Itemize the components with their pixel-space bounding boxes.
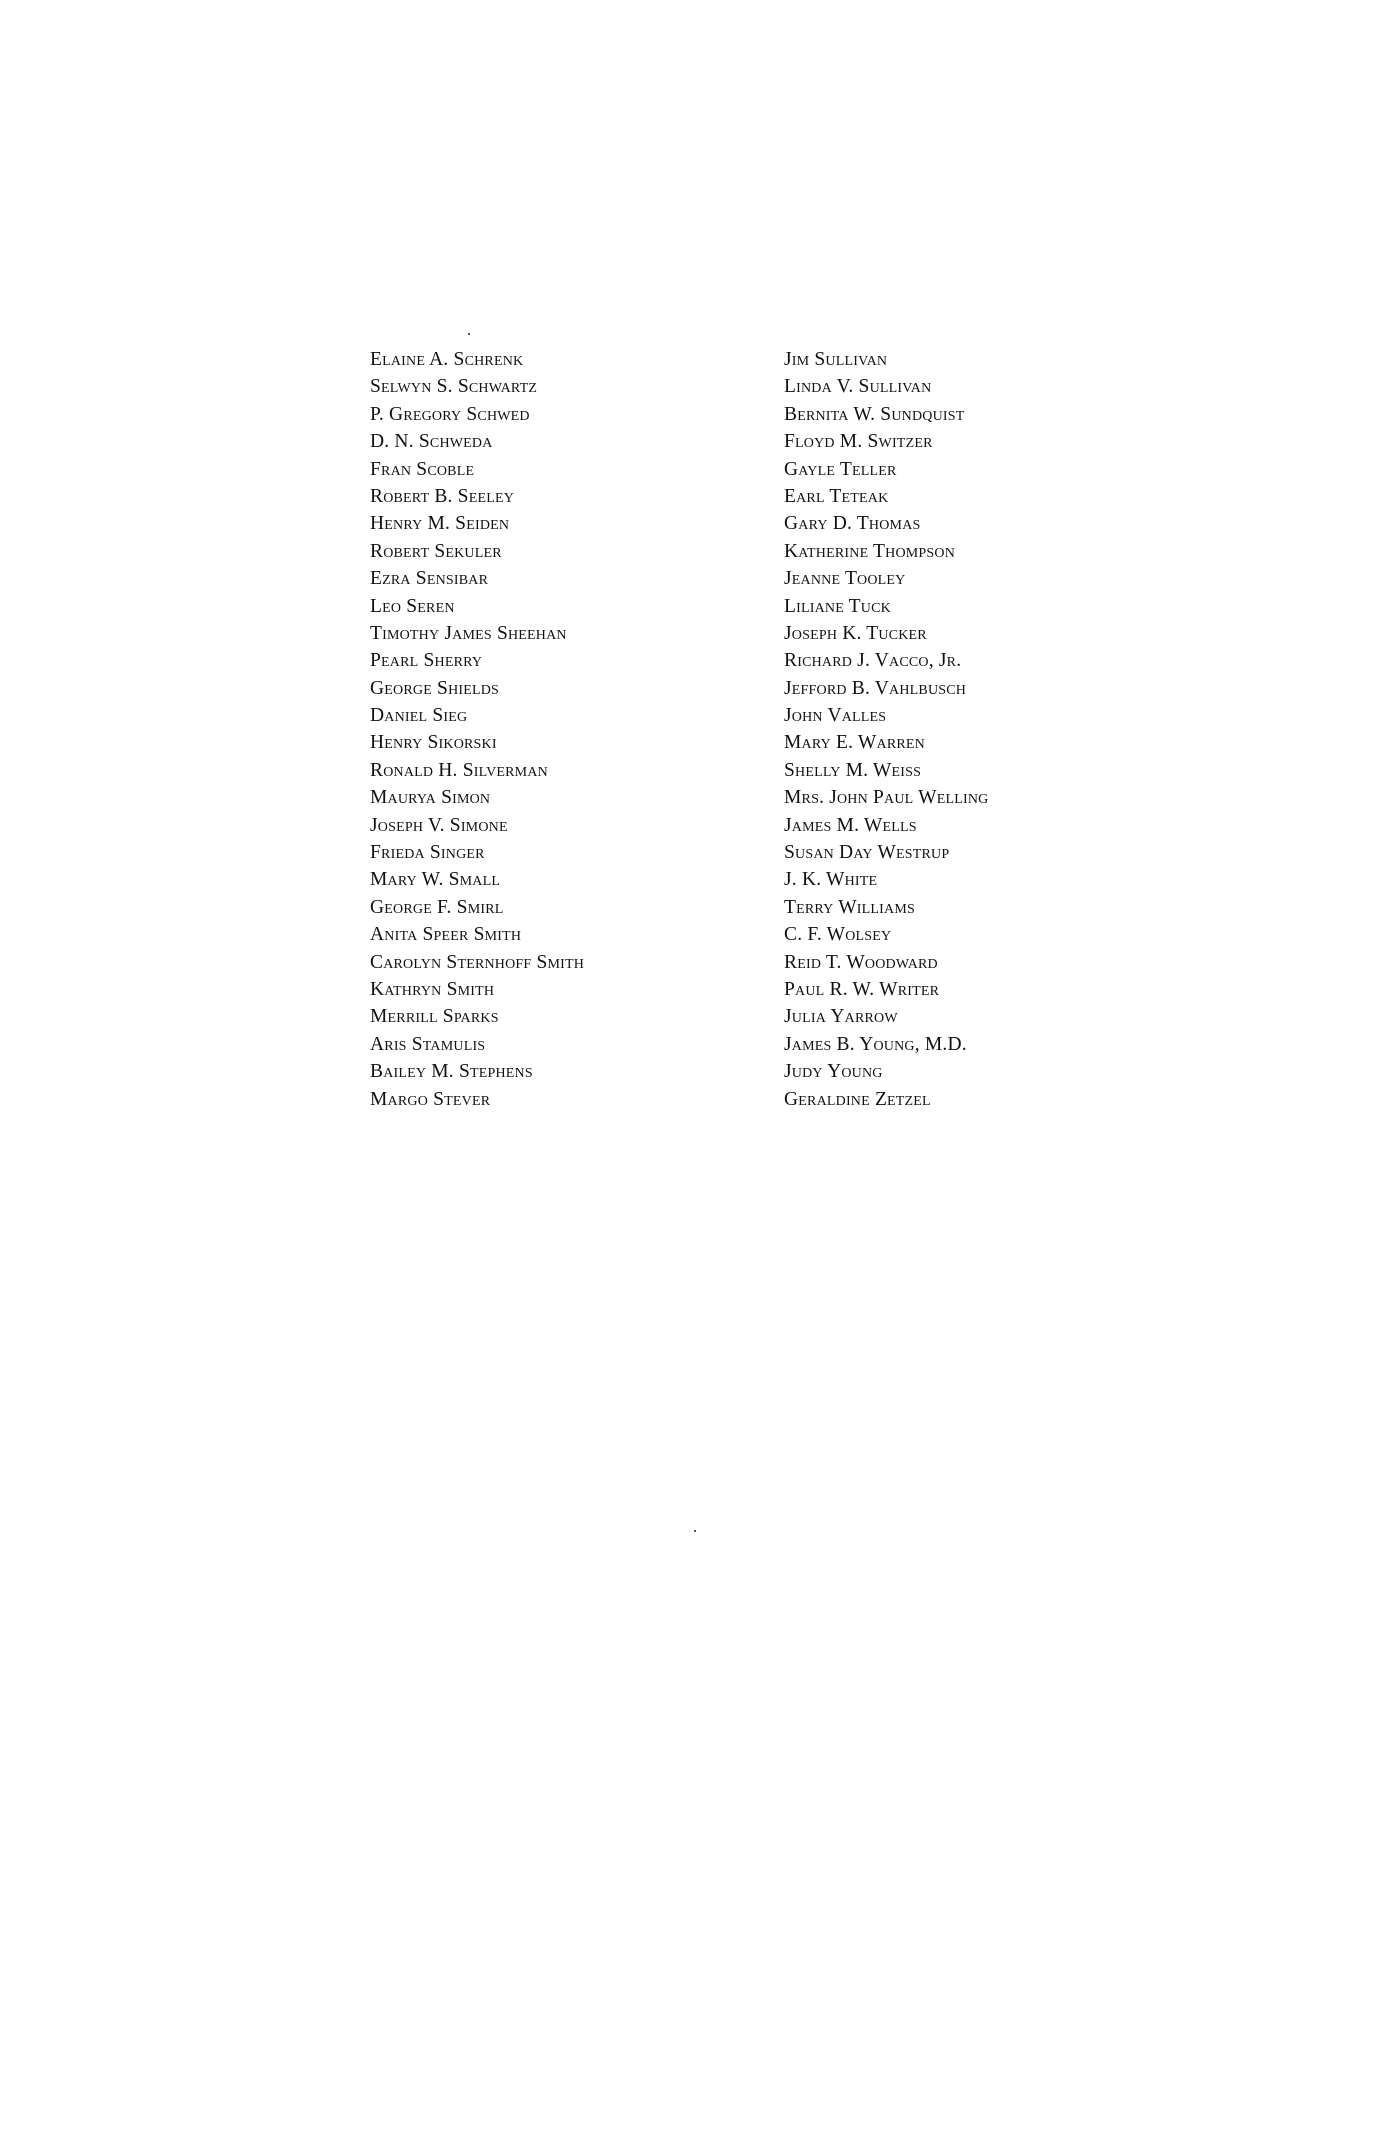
name-entry: George F. Smirl	[370, 896, 504, 918]
name-entry: Daniel Sieg	[370, 705, 468, 727]
name-entry: Margo Stever	[370, 1088, 491, 1110]
name-entry: James M. Wells	[784, 814, 917, 836]
name-entry: Pearl Sherry	[370, 650, 483, 672]
name-entry: Jim Sullivan	[784, 349, 888, 370]
name-entry: Timothy James Sheehan	[370, 622, 567, 644]
name-entry: James B. Young, M.D.	[784, 1033, 967, 1055]
name-entry: Fran Scoble	[370, 458, 475, 480]
name-entry: Henry M. Seiden	[370, 513, 510, 535]
name-entry: Linda V. Sullivan	[784, 376, 932, 398]
name-entry: Gary D. Thomas	[784, 513, 921, 535]
name-entry: Reid T. Woodward	[784, 951, 938, 973]
name-entry: Merrill Sparks	[370, 1006, 499, 1028]
name-entry: Frieda Singer	[370, 842, 485, 864]
scan-speck	[694, 1530, 696, 1532]
name-entry: Selwyn S. Schwartz	[370, 376, 538, 398]
name-entry: C. F. Wolsey	[784, 924, 892, 946]
name-entry: Kathryn Smith	[370, 978, 495, 1000]
name-entry: Jeanne Tooley	[784, 568, 906, 590]
name-entry: Maurya Simon	[370, 787, 491, 809]
name-entry: Anita Speer Smith	[370, 924, 522, 946]
name-entry: Robert Sekuler	[370, 540, 502, 562]
name-entry: Paul R. W. Writer	[784, 978, 940, 1000]
name-entry: Ronald H. Silverman	[370, 759, 548, 781]
name-entry: Bernita W. Sundquist	[784, 403, 965, 425]
name-entry: Ezra Sensibar	[370, 568, 489, 590]
name-entry: J. K. White	[784, 869, 878, 891]
name-entry: Robert B. Seeley	[370, 485, 515, 507]
name-entry: P. Gregory Schwed	[370, 403, 530, 425]
name-entry: Earl Teteak	[784, 485, 889, 507]
name-entry: Katherine Thompson	[784, 540, 956, 562]
name-entry: Julia Yarrow	[784, 1006, 898, 1028]
names-column-right	[784, 346, 1164, 1113]
name-entry: Floyd M. Switzer	[784, 431, 933, 453]
name-entry: Leo Seren	[370, 595, 455, 617]
name-entry: Gayle Teller	[784, 458, 897, 480]
scan-speck	[468, 333, 470, 335]
name-entry: Mrs. John Paul Welling	[784, 787, 989, 809]
name-entry: Mary E. Warren	[784, 732, 925, 754]
name-entry: Shelly M. Weiss	[784, 759, 922, 781]
name-entry: Carolyn Sternhoff Smith	[370, 951, 585, 973]
name-entry: Richard J. Vacco, Jr.	[784, 650, 962, 672]
name-entry: Geraldine Zetzel	[784, 1088, 931, 1110]
name-entry: Susan Day Westrup	[784, 842, 950, 864]
name-entry: Henry Sikorski	[370, 732, 497, 754]
name-entry: Joseph K. Tucker	[784, 622, 927, 644]
name-entry: George Shields	[370, 677, 500, 699]
names-column-left	[370, 346, 730, 1113]
name-entry: Liliane Tuck	[784, 595, 891, 617]
name-entry: Judy Young	[784, 1061, 883, 1083]
name-entry: Mary W. Small	[370, 869, 501, 891]
name-entry: Elaine A. Schrenk	[370, 349, 524, 370]
name-entry: Jefford B. Vahlbusch	[784, 677, 967, 699]
name-entry: Joseph V. Simone	[370, 814, 508, 836]
name-entry: Bailey M. Stephens	[370, 1061, 533, 1083]
name-entry: Terry Williams	[784, 896, 915, 918]
name-entry: Aris Stamulis	[370, 1033, 486, 1055]
name-entry: D. N. Schweda	[370, 431, 493, 453]
name-entry: John Valles	[784, 705, 887, 727]
